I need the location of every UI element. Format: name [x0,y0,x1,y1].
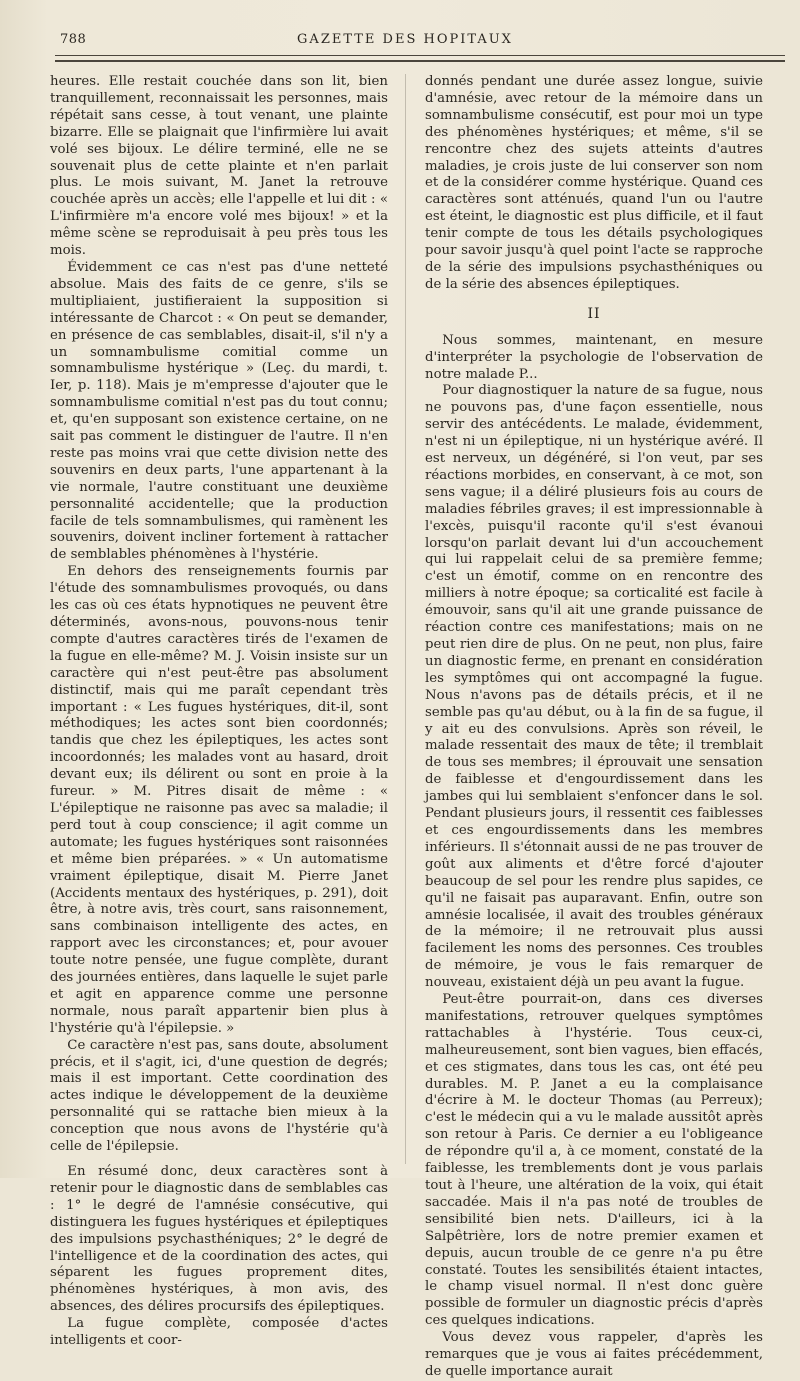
paragraph: En dehors des renseignements fournis par l'étude des somnambulismes provoqués, ou dans les cas où ces états hypnotiques ne peuvent être déterminés, avons-nous, pouvons-nous tenir compte d'autres caractères tirés de l'examen de la fugue en elle-même? M. J. Voisin insiste sur un caractère qui n'est peut-être pas absolument distinctif, mais qui me paraît cependant très important : « Les fugues hystériques, dit-il, sont méthodiques; les actes sont bien coordonnés; tandis que chez les épileptiques, les actes sont incoordonnés; les malades vont au hasard, droit devant eux; ils délirent ou sont en proie à la fureur. » M. Pitres disait de même : « L'épileptique ne raisonne pas avec sa maladie; il perd tout à coup conscience; il agit comme un automate; les fugues hystériques sont raisonnées et même bien préparées. » « Un automatisme vraiment épileptique, disait M. Pierre Janet (Accidents mentaux des hystériques, p. 291), doit être, à notre avis, très court, sans raisonnement, sans combinaison intelligente des actes, en rapport avec les circonstances; et, pour avouer toute notre pensée, une fugue complète, durant des journées entières, dans laquelle le sujet parle et agit en apparence comme une personne normale, nous paraît appartenir bien plus à l'hystérie qu'à l'épilepsie. » [50,564,388,1036]
paragraph: Évidemment ce cas n'est pas d'une netteté absolue. Mais des faits de ce genre, s'ils se multipliaient, justifieraient la supposition si intéressante de Charcot : « On peut se demander, en présence de cas semblables, disait-il, s'il n'y a un somnambulisme comitial comme un somnambulisme hystérique » (Leç. du mardi, t. Ier, p. 118). Mais je m'empresse d'ajouter que le somnambulisme comitial n'est pas du tout connu; et, qu'en supposant son existence certaine, on ne sait pas comment le distinguer de l'autre. Il n'en reste pas moins vrai que cette division nette des souvenirs en deux parts, l'une appartenant à la vie normale, l'autre constituant une deuxième personnalité accidentelle; que la production facile de tels somnambulismes, qui ramènent les souvenirs, doivent incliner fortement à rattacher de semblables phénomènes à l'hystérie. [50,259,388,563]
running-title: GAZETTE DES HOPITAUX [297,32,513,47]
paragraph: Pour diagnostiquer la nature de sa fugue, nous ne pouvons pas, d'une façon essentielle, nous servir des antécédents. Le malade, évidemment, n'est ni un épileptique, ni un hystérique avéré. Il est nerveux, un dégénéré, si l'on veut, par ses réactions morbides, en conservant, à ce mot, son sens vague; il a déliré plusieurs fois au cours de maladies fébriles graves; il est impressionnable à l'excès, puisqu'il raconte qu'il s'est évanoui lorsqu'on parlait devant lui d'un accouchement qui lui rappelait celui de sa première femme; c'est un émotif, comme on en rencontre des milliers à notre époque; sa corticalité est facile à émouvoir, sans qu'il ait une grande puissance de réaction contre ces manifestations; mais on ne peut rien dire de plus. On ne peut, non plus, faire un diagnostic ferme, en prenant en considération les symptômes qui ont accompagné la fugue. Nous n'avons pas de détails précis, et il ne semble pas qu'au début, ou à la fin de sa fugue, il y ait eu des convulsions. Après son réveil, le malade ressentait des maux de tête; il tremblait de tous ses membres; il éprouvait une sensation de faiblesse et d'engourdissement dans les jambes qui lui semblaient s'enfoncer dans le sol. Pendant plusieurs jours, il ressentit ces faiblesses et ces engourdissements dans les membres inférieurs. Il s'étonnait aussi de ne pas trouver de goût aux aliments et d'être forcé d'ajouter beaucoup de sel pour les rendre plus sapides, ce qu'il ne faisait pas auparavant. Enfin, outre son amnésie localisée, il avait des troubles généraux de la mémoire; il ne retrouvait plus aussi facilement les noms des personnes. Ces troubles de mémoire, je vous le fais remarquer de nouveau, existaient déjà un peu avant la fugue. [425,383,763,991]
right-column [425,74,763,1381]
left-column [50,74,388,1350]
paragraph: Ce caractère n'est pas, sans doute, absolument précis, et il s'agit, ici, d'une question de degrés; mais il est important. Cette coordination des actes indique le développement de la deuxième personnalité qui se rattache bien mieux à la conception que nous avons de l'hystérie qu'à celle de l'épilepsie. [50,1037,388,1155]
paragraph: Nous sommes, maintenant, en mesure d'interpréter la psychologie de l'observation de notre malade P... [425,332,763,382]
column-divider [405,74,406,1164]
header-rule-thin [55,55,785,56]
paragraph: Peut-être pourrait-on, dans ces diverses manifestations, retrouver quelques symptômes rattachables à l'hystérie. Tous ceux-ci, malheureusement, sont bien vagues, bien effacés, et ces stigmates, dans tous les cas, ont été peu durables. M. P. Janet a eu la complaisance d'écrire à M. le docteur Thomas (au Perreux); c'est le médecin qui a vu le malade aussitôt après son retour à Paris. Ce dernier a eu l'obligeance de répondre qu'il a, à ce moment, constaté de la faiblesse, les tremblements dont je vous parlais tout à l'heure, une altération de la voix, qui était saccadée. Mais il n'a pas noté de troubles de sensibilité bien nets. D'ailleurs, ici à la Salpêtrière, lors de notre premier examen et depuis, aucun trouble de ce genre n'a pu être constaté. Toutes les sensibilités étaient intactes, le champ visuel normal. Il n'est donc guère possible de formuler un diagnostic précis d'après ces quelques indications. [425,992,763,1329]
paragraph: heures. Elle restait couchée dans son lit, bien tranquillement, reconnaissait les personnes, mais répétait sans cesse, à tout venant, une plainte bizarre. Elle se plaignait que l'infirmière lui avait volé ses bijoux. Le délire terminé, elle ne se souvenait plus de cette plainte et n'en parlait plus. Le mois suivant, M. Janet la retrouve couchée après un accès; elle l'appelle et lui dit : « L'infirmière m'a encore volé mes bijoux! » et la même scène se reproduisait à peu près tous les mois. [50,74,388,259]
paragraph: La fugue complète, composée d'actes intelligents et coor- [50,1316,388,1349]
paragraph: donnés pendant une durée assez longue, suivie d'amnésie, avec retour de la mémoire dans un somnambulisme consécutif, est pour moi un type des phénomènes hystériques; et même, s'il se rencontre chez des sujets atteints d'autres maladies, je crois juste de lui conserver son nom et de la considérer comme hystérique. Quand ces caractères sont atténués, quand l'un ou l'autre est éteint, le diagnostic est plus difficile, et il faut tenir compte de tous les détails psychologiques pour savoir jusqu'à quel point l'acte se rapproche de la série des impulsions psychasthéniques ou de la série des absences épileptiques. [425,74,763,292]
page-header [40,28,770,50]
page-number: 788 [60,32,87,47]
section-heading: II [587,305,601,322]
paragraph: Vous devez vous rappeler, d'après les remarques que je vous ai faites précédemment, de quelle importance aurait [425,1330,763,1379]
paragraph: En résumé donc, deux caractères sont à retenir pour le diagnostic dans de semblables cas : 1° le degré de l'amnésie consécutive, qui distinguera les fugues hystériques et épileptiques des impulsions psychasthéniques; 2° le degré de l'intelligence et de la coordination des actes, qui séparent les fugues proprement dites, phénomènes hystériques, à mon avis, des absences, des délires procursifs des épileptiques. [50,1164,388,1315]
header-rule-thick [55,60,785,62]
